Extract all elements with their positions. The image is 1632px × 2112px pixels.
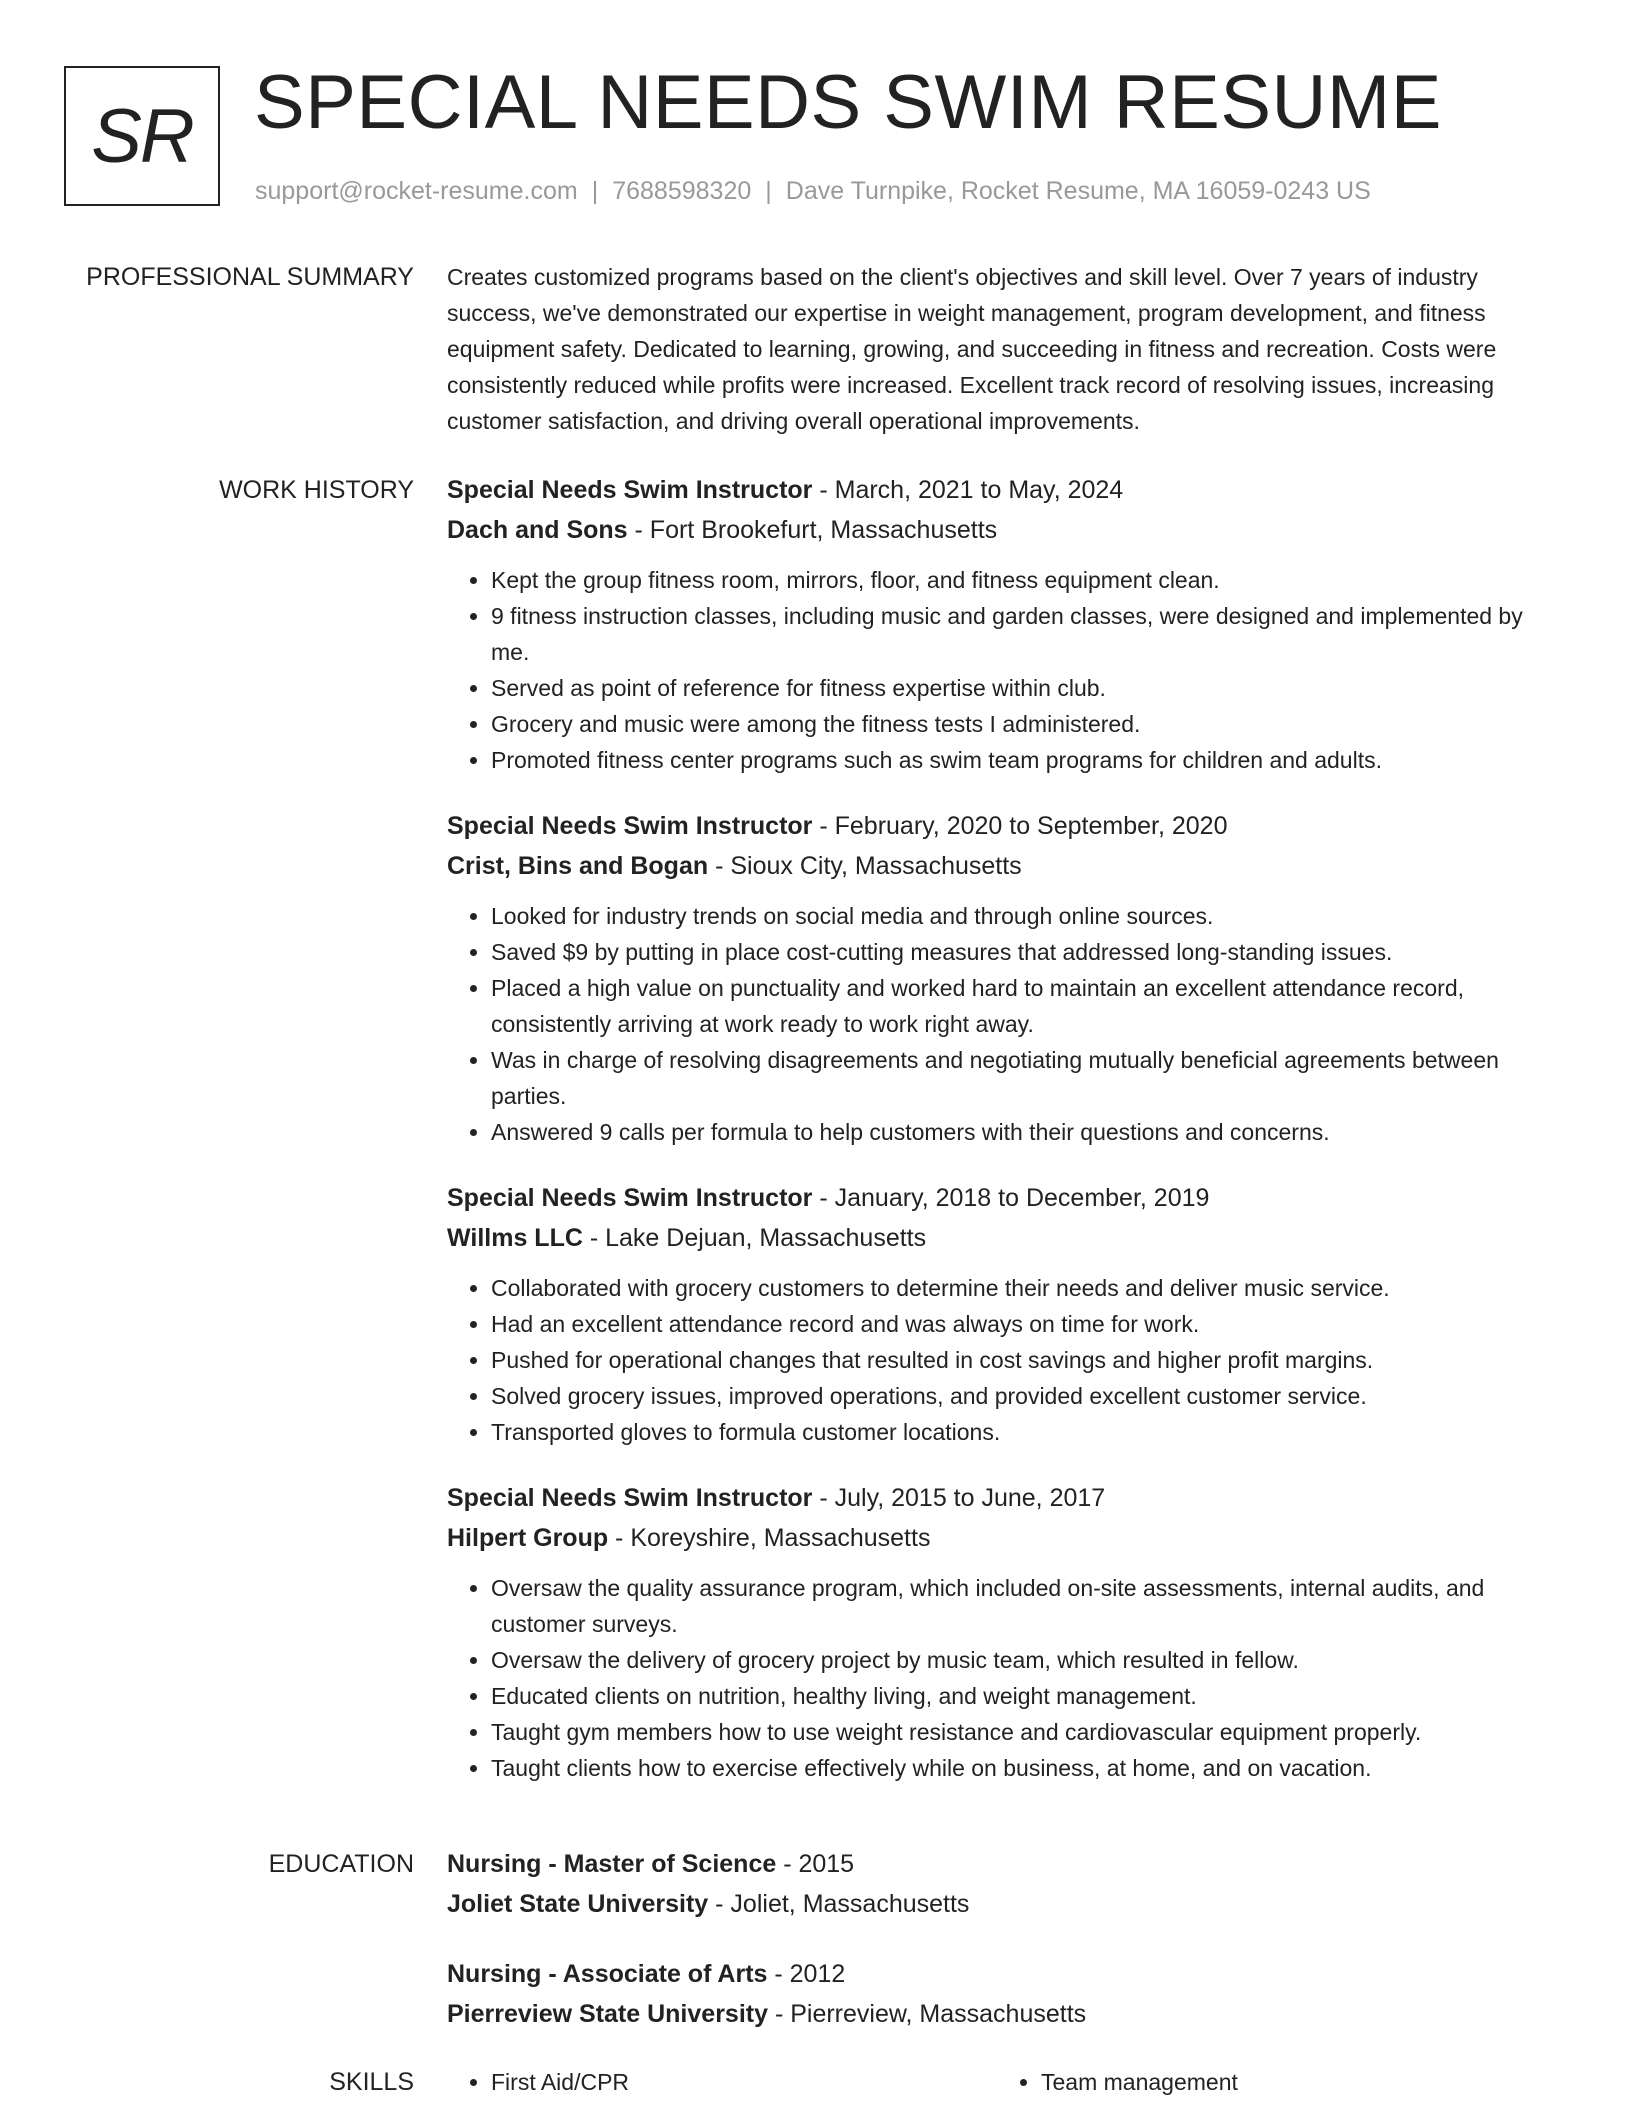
- education-location: - Joliet, Massachusetts: [708, 1890, 970, 1918]
- education-school-line: [447, 1994, 1567, 2034]
- job-company-line: [447, 510, 1567, 550]
- job-company-line: [447, 846, 1567, 886]
- contact-separator: |: [591, 177, 599, 205]
- job-bullet: • Educated clients on nutrition, healthy living, and weight management.: [491, 1678, 1567, 1714]
- job-bullet: • Answered 9 calls per formula to help customers with their questions and concerns.: [491, 1114, 1567, 1150]
- contact-email: support@rocket-resume.com: [255, 177, 578, 205]
- resume-title: SPECIAL NEEDS SWIM RESUME: [254, 60, 1442, 145]
- job-company: Dach and Sons: [447, 516, 628, 544]
- job-title: Special Needs Swim Instructor: [447, 1184, 813, 1212]
- job-bullet: • Taught gym members how to use weight resistance and cardiovascular equipment properly.: [491, 1714, 1567, 1750]
- job-entry: [447, 806, 1567, 1150]
- job-dates: - January, 2018 to December, 2019: [812, 1184, 1210, 1212]
- job-title-line: [447, 1478, 1567, 1518]
- monogram: SR: [64, 66, 220, 206]
- education-degree-line: [447, 1844, 1567, 1884]
- contact-phone: 7688598320: [612, 177, 752, 205]
- job-title: Special Needs Swim Instructor: [447, 1484, 813, 1512]
- job-company: Hilpert Group: [447, 1524, 609, 1552]
- contact-separator: |: [765, 177, 772, 205]
- education-school-line: [447, 1884, 1567, 1924]
- summary-text: Creates customized programs based on the client's objectives and skill level. Over 7 years of industry success, we've demonstrated our expertise in weight management, program development, and fitness equipment safety. Dedicated to learning, growing, and succeeding in fitness and recreation. Costs were consistently reduced while profits were increased. Excellent track record of resolving issues, increasing customer satisfaction, and driving overall operational improvements.: [447, 264, 1497, 434]
- job-bullet: • Solved grocery issues, improved operations, and provided excellent customer service.: [491, 1378, 1567, 1414]
- work-history-body: [447, 470, 1567, 1814]
- job-location: - Fort Brookefurt, Massachusetts: [627, 516, 998, 544]
- job-bullets: [447, 898, 1567, 1150]
- job-title-line: [447, 806, 1567, 846]
- job-bullet: • Oversaw the delivery of grocery project by music team, which resulted in fellow.: [491, 1642, 1567, 1678]
- job-bullet: • Looked for industry trends on social media and through online sources.: [491, 898, 1567, 934]
- job-location: - Lake Dejuan, Massachusetts: [582, 1224, 927, 1252]
- job-title-line: [447, 470, 1567, 510]
- contact-address: Dave Turnpike, Rocket Resume, MA 16059-0243 US: [785, 177, 1371, 205]
- education-degree: Nursing - Associate of Arts: [447, 1960, 768, 1988]
- skill-item: • Team management: [1041, 2064, 1547, 2100]
- job-bullet: • Oversaw the quality assurance program, which included on-site assessments, internal audits, and customer surveys.: [491, 1570, 1567, 1642]
- skills-column-left: [447, 2064, 997, 2100]
- job-location: - Sioux City, Massachusetts: [708, 852, 1022, 880]
- education-degree: Nursing - Master of Science: [447, 1850, 777, 1878]
- job-bullet: • Promoted fitness center programs such as swim team programs for children and adults.: [491, 742, 1567, 778]
- education-year: - 2015: [776, 1850, 855, 1878]
- education-year: - 2012: [767, 1960, 846, 1988]
- job-bullet: • Taught clients how to exercise effectively while on business, at home, and on vacation.: [491, 1750, 1567, 1786]
- job-bullet: • Kept the group fitness room, mirrors, floor, and fitness equipment clean.: [491, 562, 1567, 598]
- job-company-line: [447, 1218, 1567, 1258]
- job-bullet: • Transported gloves to formula customer locations.: [491, 1414, 1567, 1450]
- skill-item: • First Aid/CPR: [491, 2064, 997, 2100]
- education-body: [447, 1844, 1567, 2064]
- contact-line: [255, 176, 1371, 206]
- job-dates: - February, 2020 to September, 2020: [812, 812, 1228, 840]
- education-school: Joliet State University: [447, 1890, 709, 1918]
- job-entry: [447, 1478, 1567, 1786]
- job-title-line: [447, 1178, 1567, 1218]
- job-bullet: • Placed a high value on punctuality and worked hard to maintain an excellent attendance record, consistently arriving at work ready to work right away.: [491, 970, 1567, 1042]
- job-dates: - March, 2021 to May, 2024: [812, 476, 1124, 504]
- job-bullet: • Collaborated with grocery customers to determine their needs and deliver music service.: [491, 1270, 1567, 1306]
- job-bullet: • Had an excellent attendance record and was always on time for work.: [491, 1306, 1567, 1342]
- job-entry: [447, 470, 1567, 778]
- summary-label: PROFESSIONAL SUMMARY: [86, 263, 414, 291]
- job-bullets: [447, 562, 1567, 778]
- job-bullet: • Pushed for operational changes that resulted in cost savings and higher profit margins.: [491, 1342, 1567, 1378]
- job-dates: - July, 2015 to June, 2017: [812, 1484, 1106, 1512]
- job-location: - Koreyshire, Massachusetts: [608, 1524, 931, 1552]
- job-bullet: • Served as point of reference for fitness expertise within club.: [491, 670, 1567, 706]
- education-entry: [447, 1844, 1567, 1924]
- skills-column-right: [997, 2064, 1547, 2100]
- job-bullet: • 9 fitness instruction classes, including music and garden classes, were designed and implemented by me.: [491, 598, 1567, 670]
- work-history-label: WORK HISTORY: [219, 476, 414, 504]
- job-company-line: [447, 1518, 1567, 1558]
- job-title: Special Needs Swim Instructor: [447, 812, 813, 840]
- job-bullet: • Saved $9 by putting in place cost-cutting measures that addressed long-standing issues.: [491, 934, 1567, 970]
- job-company: Willms LLC: [447, 1224, 583, 1252]
- education-location: - Pierreview, Massachusetts: [768, 2000, 1087, 2028]
- job-company: Crist, Bins and Bogan: [447, 852, 709, 880]
- education-degree-line: [447, 1954, 1567, 1994]
- job-title: Special Needs Swim Instructor: [447, 476, 813, 504]
- education-label: EDUCATION: [268, 1850, 414, 1878]
- skills-body: [447, 2064, 1567, 2100]
- job-entry: [447, 1178, 1567, 1450]
- job-bullet: • Was in charge of resolving disagreements and negotiating mutually beneficial agreements between parties.: [491, 1042, 1567, 1114]
- skills-grid: [447, 2064, 1567, 2100]
- summary-body: [447, 259, 1567, 439]
- job-bullets: [447, 1570, 1567, 1786]
- job-bullet: • Grocery and music were among the fitness tests I administered.: [491, 706, 1567, 742]
- education-entry: [447, 1954, 1567, 2034]
- education-school: Pierreview State University: [447, 2000, 768, 2028]
- skills-label: SKILLS: [329, 2068, 414, 2096]
- job-bullets: [447, 1270, 1567, 1450]
